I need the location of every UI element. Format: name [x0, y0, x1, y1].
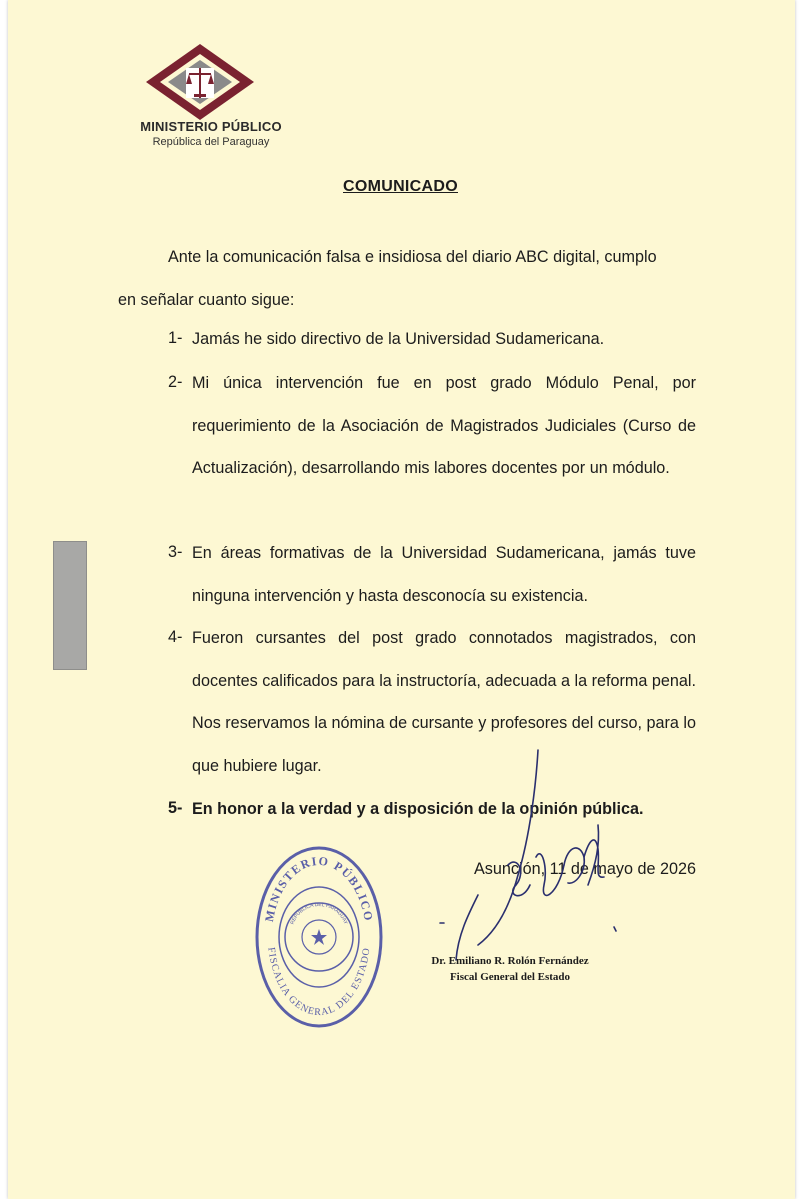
stamp-top-text: MINISTERIO PÚBLICO — [261, 853, 376, 924]
org-name: MINISTERIO PÚBLICO — [140, 119, 282, 134]
handwritten-signature-icon — [418, 745, 658, 975]
scan-artifact-bar — [53, 541, 87, 670]
org-subtitle: República del Paraguay — [152, 136, 270, 148]
intro-line-1: Ante la comunicación falsa e insidiosa del diario ABC digital, cumplo — [168, 248, 657, 266]
item-number: 5- — [168, 799, 183, 817]
stamp-bottom-text: FISCALIA GENERAL DEL ESTADO — [265, 946, 373, 1019]
signer-title: Fiscal General del Estado — [449, 971, 571, 983]
official-stamp-icon — [254, 845, 384, 1030]
item-number: 4- — [168, 628, 183, 646]
document-title: COMUNICADO — [343, 178, 458, 195]
item-number: 3- — [168, 543, 183, 561]
list-item: Mi única intervención fue en post grado Módulo Penal, por requerimiento de la Asociación de Magistrados Judiciales (Curso de Actualización), desarrollando mis labores docentes por un módulo. — [192, 374, 696, 478]
place-and-date: Asunción, 11 de mayo de 2026 — [474, 860, 696, 878]
item-number: 1- — [168, 329, 183, 347]
stamp-inner-text: REPUBLICA DEL PARAGUAY — [289, 901, 349, 926]
document-page — [8, 0, 795, 1199]
intro-line-2: en señalar cuanto sigue: — [118, 291, 295, 309]
svg-text:REPUBLICA DEL PARAGUAY — [290, 902, 349, 926]
signer-name: Dr. Emiliano R. Rolón Fernández — [431, 955, 589, 967]
item-number: 2- — [168, 373, 183, 391]
list-item: Fueron cursantes del post grado connotados magistrados, con docentes calificados para la instructoría, adecuada a la reforma penal. Nos reservamos la nómina de cursante y profesores del curso, para lo que hubiere lugar. — [192, 629, 696, 775]
list-item: En áreas formativas de la Universidad Sudamericana, jamás tuve ninguna intervención y hasta desconocía su existencia. — [192, 544, 696, 605]
ministerio-logo-icon — [146, 44, 254, 120]
svg-text:MINISTERIO PÚBLICO — [262, 854, 376, 923]
list-item: En honor a la verdad y a disposición de la opinión pública. — [192, 800, 644, 818]
list-item: Jamás he sido directivo de la Universidad Sudamericana. — [192, 330, 605, 348]
